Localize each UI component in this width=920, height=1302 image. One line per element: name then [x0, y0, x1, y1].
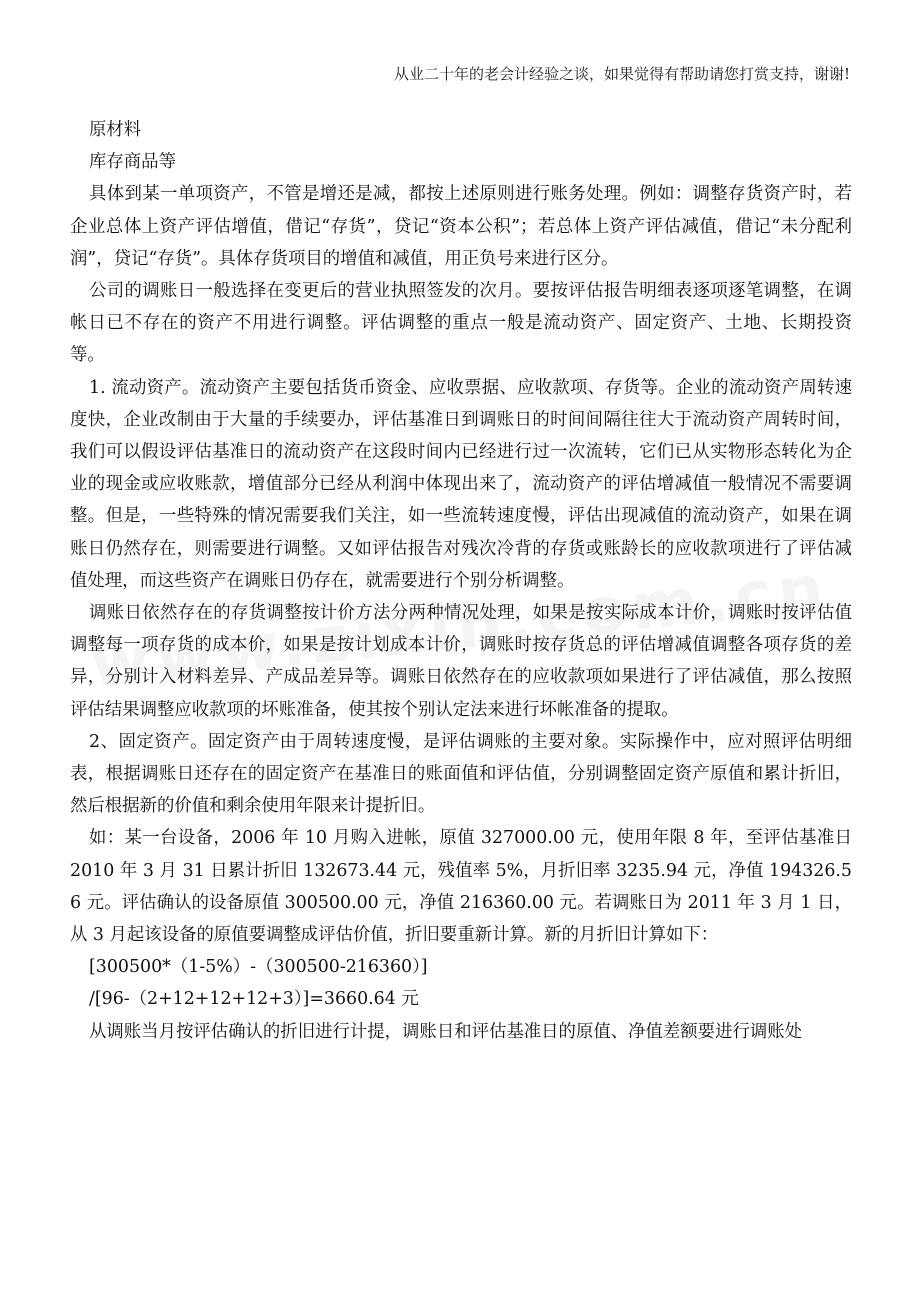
paragraph-depreciation-note: 从调账当月按评估确认的折旧进行计提，调账日和评估基准日的原值、净值差额要进行调账处: [89, 1021, 803, 1042]
document-body: [70, 114, 852, 1048]
paragraph-single-asset-rule: 具体到某一单项资产，不管是增还是减，都按上述原则进行账务处理。例如：调整存货资产时，若企业总体上资产评估增值，借记“存货”，贷记“资本公积”；若总体上资产评估减值，借记“未分配利润”，贷记“存货”。具体存货项目的增值和减值，用正负号来进行区分。: [70, 184, 852, 269]
paragraph-equipment-example: 如：某一台设备，2006 年 10 月购入进帐，原值 327000.00 元，使用年限 8 年，至评估基准日 2010 年 3 月 31 日累计折旧 132673.44 元，残值率 5%，月折旧率 3235.94 元，净值 194326.56 元。评估确认的设备原值 300500.00 元，净值 216360.00 元。若调账日为 2011 年 3 月 1 日，从 3 月起该设备的原值要调整成评估价值，折旧要重新计算。新的月折旧计算如下：: [70, 828, 852, 946]
paragraph-inventory-adjustment: 调账日依然存在的存货调整按计价方法分两种情况处理，如果是按实际成本计价，调账时按评估值调整每一项存货的成本价，如果是按计划成本计价，调账时按存货总的评估增减值调整各项存货的差异，分别计入材料差异、产成品差异等。调账日依然存在的应收款项如果进行了评估减值，那么按照评估结果调整应收款项的坏账准备，使其按个别认定法来进行坏帐准备的提取。: [70, 603, 852, 720]
formula-line-1: [300500*（1-5%）-（300500-216360）]: [89, 957, 428, 978]
paragraph-adjustment-date: 公司的调账日一般选择在变更后的营业执照签发的次月。要按评估报告明细表逐项逐笔调整，在调帐日已不存在的资产不用进行调整。评估调整的重点一般是流动资产、固定资产、土地、长期投资等。: [70, 281, 852, 366]
paragraph-inventory-goods: 库存商品等: [89, 152, 176, 173]
paragraph-current-assets: 1. 流动资产。流动资产主要包括货币资金、应收票据、应收款项、存货等。企业的流动资产周转速度快，企业改制由于大量的手续要办，评估基准日到调账日的时间间隔往往大于流动资产周转时间，我们可以假设评估基准日的流动资产在这段时间内已经进行过一次流转，它们已从实物形态转化为企业的现金或应收账款，增值部分已经从利润中体现出来了，流动资产的评估增减值一般情况不需要调整。但是，一些特殊的情况需要我们关注，如一些流转速度慢，评估出现减值的流动资产，如果在调账日仍然存在，则需要进行调整。又如评估报告对残次冷背的存货或账龄长的应收款项进行了评估减值处理，而这些资产在调账日仍存在，就需要进行个别分析调整。: [70, 377, 852, 591]
paragraph-raw-materials: 原材料: [89, 120, 142, 140]
formula-line-2: /[96-（2+12+12+12+3）]=3660.64 元: [89, 989, 419, 1010]
header-note: 从业二十年的老会计经验之谈，如果觉得有帮助请您打赏支持，谢谢!: [393, 65, 850, 83]
paragraph-fixed-assets: 2、固定资产。固定资产由于周转速度慢，是评估调账的主要对象。实际操作中，应对照评估明细表，根据调账日还存在的固定资产在基准日的账面值和评估值，分别调整固定资产原值和累计折旧，然后根据新的价值和剩余使用年限来计提折旧。: [70, 731, 852, 817]
